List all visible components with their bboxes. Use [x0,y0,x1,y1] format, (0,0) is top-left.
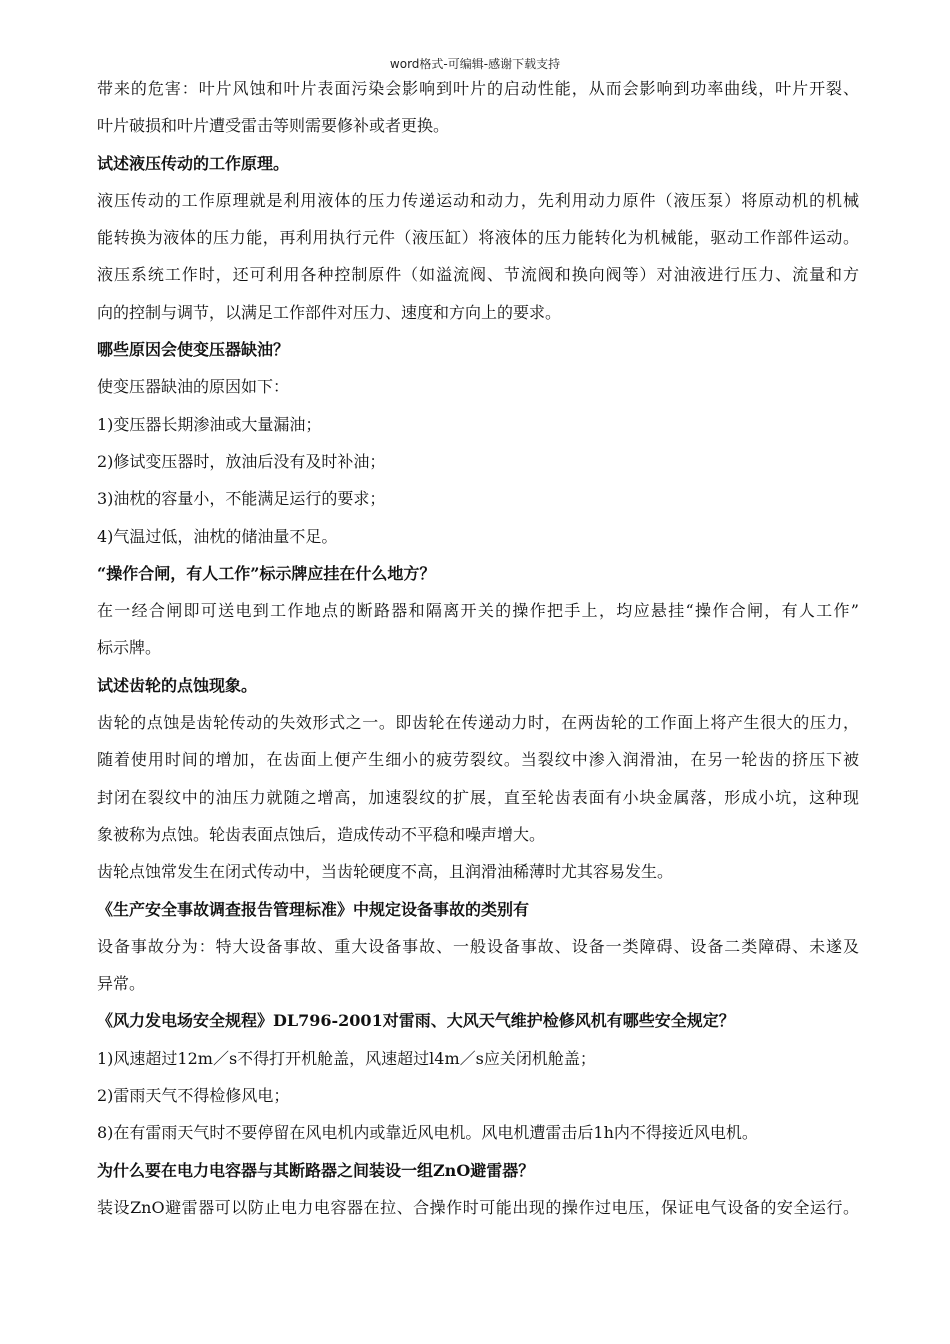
paragraph-line: 装设ZnO避雷器可以防止电力电容器在拉、合操作时可能出现的操作过电压，保证电气设备的安全运行。 [97,1197,859,1217]
question-heading: 《风力发电场安全规程》DL796-2001对雷雨、大风天气维护检修风机有哪些安全规定？ [97,1011,735,1031]
paragraph-line: 象被称为点蚀。轮齿表面点蚀后，造成传动不平稳和噪声增大。 [97,824,546,844]
question-heading: “操作合闸，有人工作”标示牌应挂在什么地方？ [97,563,436,583]
paragraph-line: 带来的危害：叶片风蚀和叶片表面污染会影响到叶片的启动性能，从而会影响到功率曲线，叶片开裂、 [97,79,859,98]
paragraph-line: 1)风速超过12m／s不得打开机舱盖，风速超过l4m／s应关闭机舱盖； [97,1048,596,1068]
paragraph-line: 封闭在裂纹中的油压力就随之增高，加速裂纹的扩展，直至轮齿表面有小块金属落，形成小坑，这种现 [97,787,859,807]
paragraph-line: 1)变压器长期渗油或大量漏油； [97,414,322,434]
paragraph-line: 齿轮点蚀常发生在闭式传动中，当齿轮硬度不高，且润滑油稀薄时尤其容易发生。 [97,862,674,882]
paragraph-line: 异常。 [97,974,146,994]
paragraph-line: 2)修试变压器时，放油后没有及时补油； [97,451,386,471]
paragraph-line: 2)雷雨天气不得检修风电； [97,1086,290,1106]
paragraph-line: 在一经合闸即可送电到工作地点的断路器和隔离开关的操作把手上，均应悬挂“操作合闸，有人工作” [97,601,859,621]
paragraph-line: 设备事故分为：特大设备事故、重大设备事故、一般设备事故、设备一类障碍、设备二类障碍、未遂及 [97,936,859,956]
paragraph-line: 标示牌。 [97,638,162,658]
question-heading: 哪些原因会使变压器缺油？ [97,340,290,360]
question-heading: 试述液压传动的工作原理。 [97,153,290,173]
question-heading: 《生产安全事故调查报告管理标准》中规定设备事故的类别有 [97,899,530,919]
paragraph-line: 4)气温过低，油枕的储油量不足。 [97,526,338,546]
question-heading: 试述齿轮的点蚀现象。 [97,675,258,695]
paragraph-line: 能转换为液体的压力能，再利用执行元件（液压缸）将液体的压力能转化为机械能，驱动工作部件运动。 [97,228,859,248]
paragraph-line: 随着使用时间的增加，在齿面上便产生细小的疲劳裂纹。当裂纹中渗入润滑油，在另一轮齿的挤压下被 [97,750,859,770]
document-body [97,79,859,1235]
paragraph-line: 齿轮的点蚀是齿轮传动的失效形式之一。即齿轮在传递动力时，在两齿轮的工作面上将产生很大的压力， [97,713,859,733]
paragraph-line: 8)在有雷雨天气时不要停留在风电机内或靠近风电机。风电机遭雷击后1h内不得接近风电机。 [97,1123,758,1143]
paragraph-line: 叶片破损和叶片遭受雷击等则需要修补或者更换。 [97,116,450,136]
paragraph-line: 3)油枕的容量小，不能满足运行的要求； [97,489,386,509]
paragraph-line: 向的控制与调节，以满足工作部件对压力、速度和方向上的要求。 [97,302,562,322]
question-heading: 为什么要在电力电容器与其断路器之间装设一组ZnO避雷器？ [97,1160,535,1180]
paragraph-line: 使变压器缺油的原因如下： [97,377,290,397]
paragraph-line: 液压系统工作时，还可利用各种控制原件（如溢流阀、节流阀和换向阀等）对油液进行压力、流量和方 [97,265,859,285]
paragraph-line: 液压传动的工作原理就是利用液体的压力传递运动和动力，先利用动力原件（液压泵）将原动机的机械 [97,190,859,210]
page-header: word格式-可编辑-感谢下载支持 [389,57,561,71]
